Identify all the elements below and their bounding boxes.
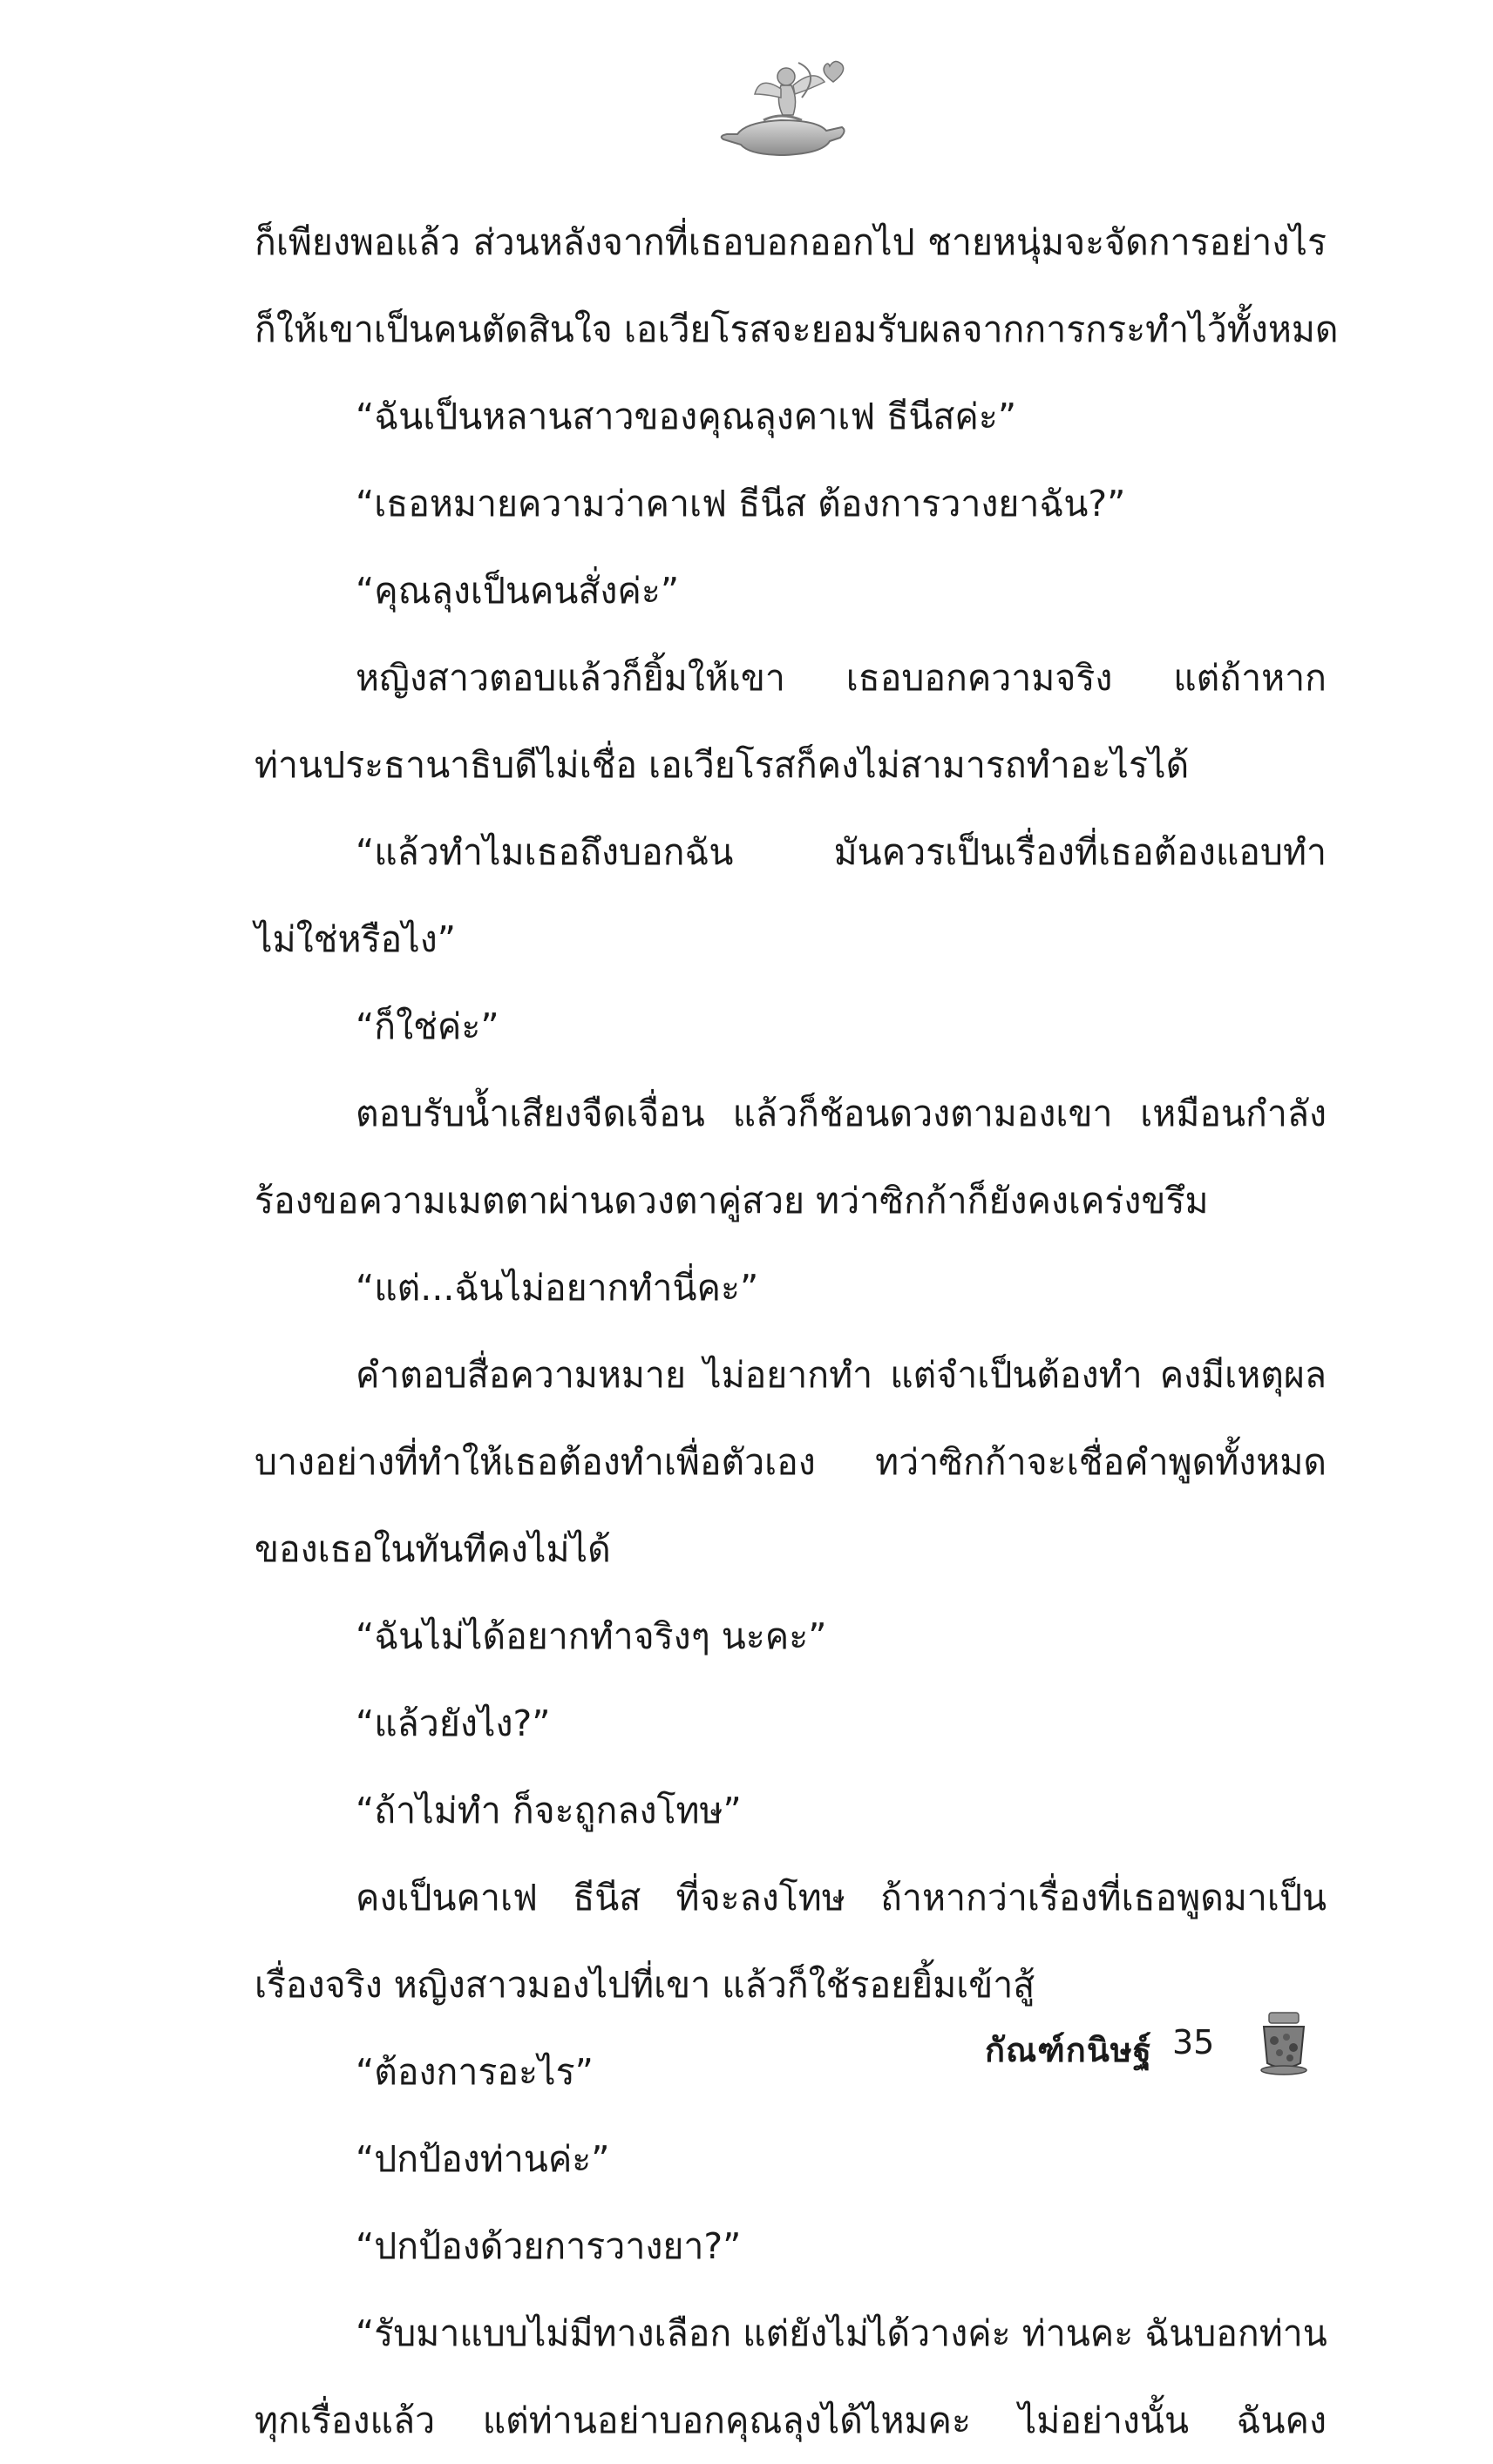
text-line: “ต้องการอะไร” xyxy=(356,2051,594,2093)
text-line: “ถ้าไม่ทำ ก็จะถูกลงโทษ” xyxy=(356,1790,742,1831)
text-line: ท่านประธานาธิบดีไม่เชื่อ เอเวียโรสก็คงไม่สามารถทำอะไรได้ xyxy=(254,744,1190,786)
text-line: “รับมาแบบไม่มีทางเลือก แต่ยังไม่ได้วางค่ะ ท่านคะ ฉันบอกท่าน xyxy=(356,2312,1327,2354)
text-line: คำตอบสื่อความหมาย ไม่อยากทำ แต่จำเป็นต้องทำ คงมีเหตุผล xyxy=(356,1354,1327,1396)
text-line: เรื่องจริง หญิงสาวมองไปที่เขา แล้วก็ใช้รอยยิ้มเข้าสู้ xyxy=(254,1964,1035,2006)
body-text xyxy=(254,199,1339,2464)
text-line: “แต่...ฉันไม่อยากทำนี่คะ” xyxy=(356,1267,759,1309)
text-line: “แล้วยังไง?” xyxy=(356,1702,551,1744)
text-line: ทุกเรื่องแล้ว แต่ท่านอย่าบอกคุณลุงได้ไหมคะ ไม่อย่างนั้น ฉันคง xyxy=(254,2400,1327,2441)
text-line: ของเธอในทันทีคงไม่ได้ xyxy=(254,1528,611,1570)
text-line: “ปกป้องท่านค่ะ” xyxy=(356,2138,610,2180)
page-number: 35 xyxy=(1172,2023,1215,2061)
text-line: “เธอหมายความว่าคาเฟ ธีนีส ต้องการวางยาฉัน?” xyxy=(356,483,1126,525)
text-line: คงเป็นคาเฟ ธีนีส ที่จะลงโทษ ถ้าหากว่าเรื่องที่เธอพูดมาเป็น xyxy=(356,1877,1327,1919)
text-line: ไม่ใช่หรือไง” xyxy=(254,918,457,960)
text-line: ร้องขอความเมตตาผ่านดวงตาคู่สวย ทว่าซิกก้าก็ยังคงเคร่งขรึม xyxy=(254,1180,1209,1222)
text-line: “ก็ใช่ค่ะ” xyxy=(356,1005,499,1047)
text-line: บางอย่างที่ทำให้เธอต้องทำเพื่อตัวเอง ทว่าซิกก้าจะเชื่อคำพูดทั้งหมด xyxy=(254,1441,1327,1483)
text-line: “ฉันเป็นหลานสาวของคุณลุงคาเฟ ธีนีสค่ะ” xyxy=(356,396,1017,437)
book-title: กัณฑ์กนิษฐ์ xyxy=(985,2031,1152,2069)
text-line: ก็ให้เขาเป็นคนตัดสินใจ เอเวียโรสจะยอมรับผลจากการกระทำไว้ทั้งหมด xyxy=(254,308,1339,350)
text-line: ตอบรับน้ำเสียงจืดเจื่อน แล้วก็ช้อนดวงตามองเขา เหมือนกำลัง xyxy=(356,1093,1327,1134)
cupid-teapot-ornament xyxy=(711,51,859,164)
text-line: “คุณลุงเป็นคนสั่งค่ะ” xyxy=(356,570,680,612)
page-footer xyxy=(0,1997,1493,2093)
text-line: หญิงสาวตอบแล้วก็ยิ้มให้เขา เธอบอกความจริง แต่ถ้าหาก xyxy=(356,657,1327,699)
text-line: “ปกป้องด้วยการวางยา?” xyxy=(356,2225,742,2267)
text-line: “แล้วทำไมเธอถึงบอกฉัน มันควรเป็นเรื่องที่เธอต้องแอบทำ xyxy=(356,831,1327,873)
text-line: ก็เพียงพอแล้ว ส่วนหลังจากที่เธอบอกออกไป ชายหนุ่มจะจัดการอย่างไร xyxy=(254,221,1327,263)
teacup-icon xyxy=(1255,2007,1316,2077)
text-line: “ฉันไม่ได้อยากทำจริงๆ นะคะ” xyxy=(356,1615,827,1657)
